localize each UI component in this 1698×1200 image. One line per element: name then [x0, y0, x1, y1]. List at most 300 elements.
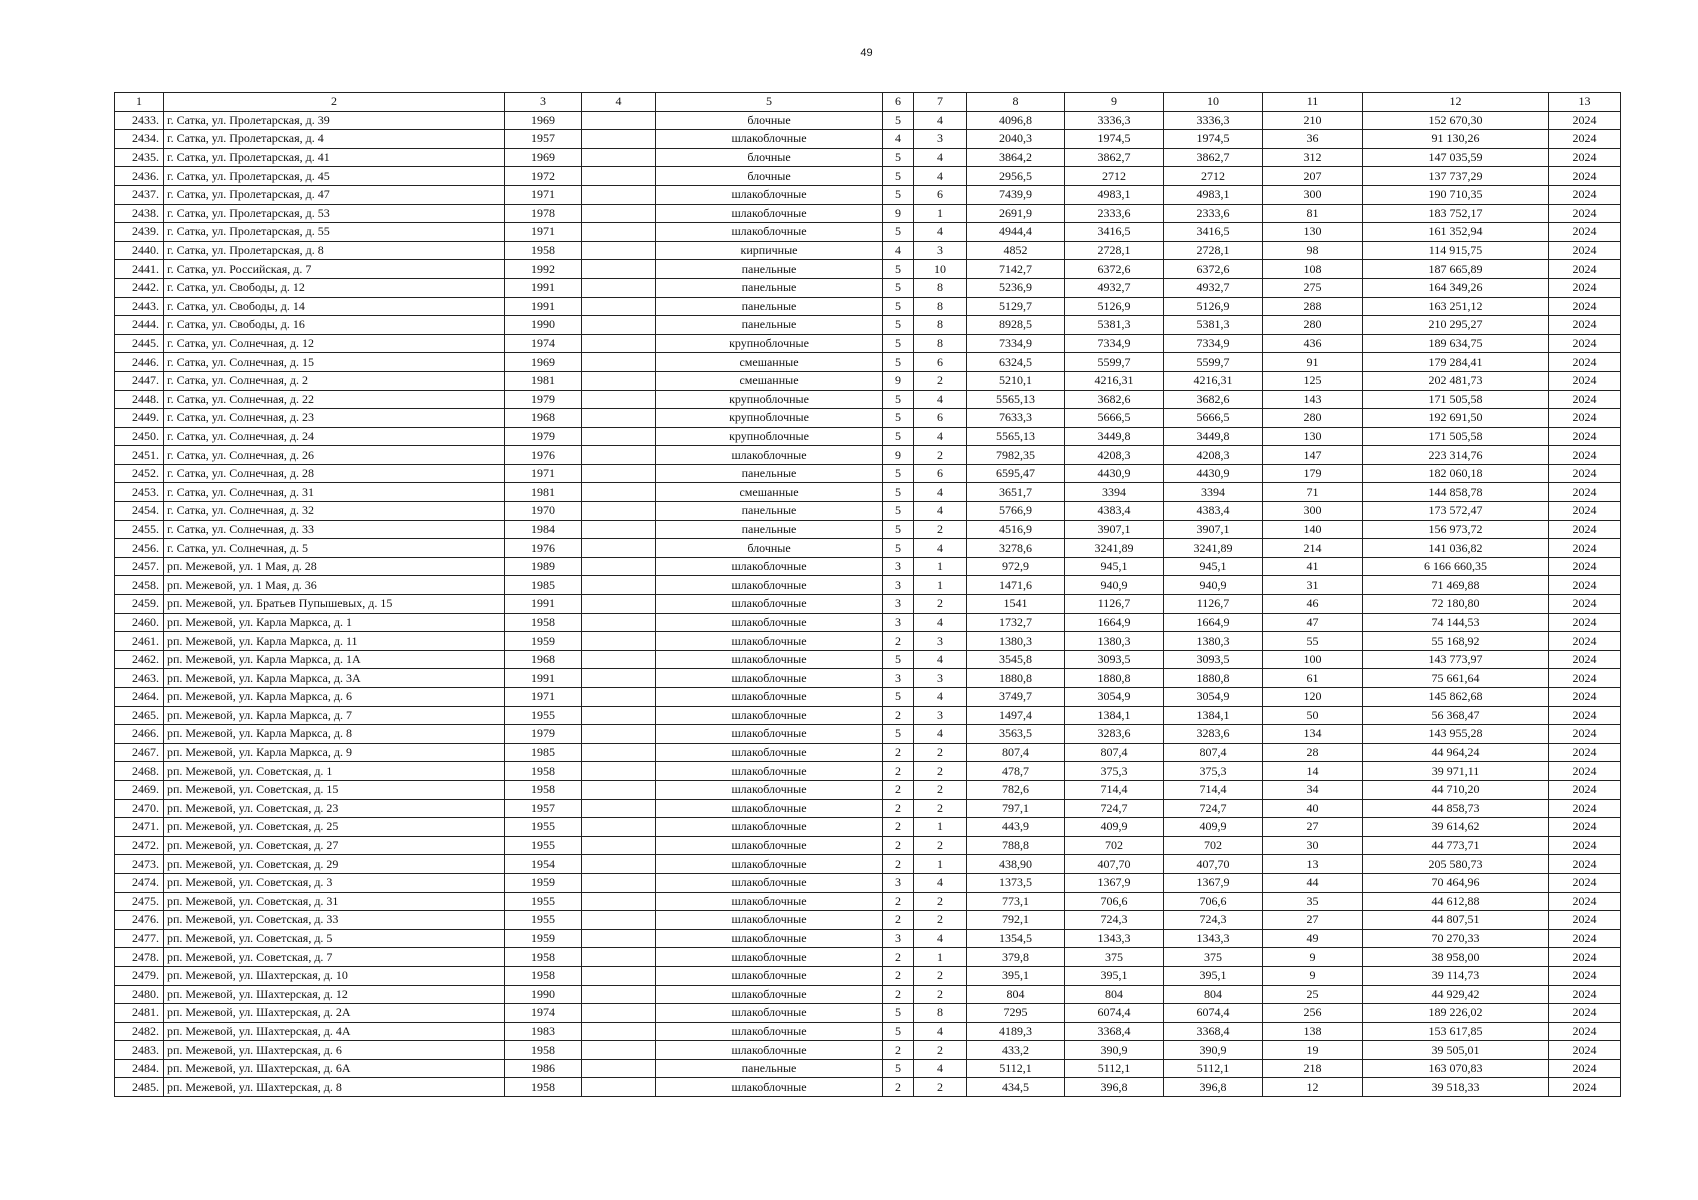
cell-cost: 161 352,94 — [1363, 223, 1549, 242]
table-row — [115, 632, 1621, 651]
cell-address: рп. Межевой, ул. Советская, д. 29 — [164, 855, 505, 874]
cell-total-area: 3563,5 — [967, 725, 1065, 744]
table-row — [115, 836, 1621, 855]
cell-row-number: 2482. — [115, 1022, 164, 1041]
cell-floors: 3 — [883, 873, 914, 892]
cell-floors: 3 — [883, 557, 914, 576]
cell-address: рп. Межевой, ул. 1 Мая, д. 28 — [164, 557, 505, 576]
cell-area-premises: 5599,7 — [1065, 353, 1164, 372]
cell-cost: 190 710,35 — [1363, 185, 1549, 204]
cell-area-residential: 6074,4 — [1164, 1004, 1263, 1023]
cell-area-premises: 1664,9 — [1065, 613, 1164, 632]
cell-floors: 5 — [883, 334, 914, 353]
cell-entrances: 4 — [914, 688, 967, 707]
cell-year-planned: 2024 — [1549, 613, 1621, 632]
cell-area-residential: 1974,5 — [1164, 130, 1263, 149]
cell-cost: 137 737,29 — [1363, 167, 1549, 186]
cell-entrances: 3 — [914, 632, 967, 651]
table-row — [115, 185, 1621, 204]
column-header-12: 12 — [1363, 93, 1549, 112]
cell-year-planned: 2024 — [1549, 130, 1621, 149]
table-row — [115, 371, 1621, 390]
cell-area-premises: 3241,89 — [1065, 539, 1164, 558]
cell-year-planned: 2024 — [1549, 948, 1621, 967]
cell-cost: 143 773,97 — [1363, 650, 1549, 669]
cell-area-premises: 714,4 — [1065, 780, 1164, 799]
cell-year-built: 1969 — [505, 353, 582, 372]
cell-area-residential: 4430,9 — [1164, 464, 1263, 483]
cell-cost: 114 915,75 — [1363, 241, 1549, 260]
cell-wall-material: блочные — [656, 539, 883, 558]
cell-floors: 2 — [883, 892, 914, 911]
table-row — [115, 929, 1621, 948]
cell-residents: 312 — [1263, 148, 1363, 167]
cell-col-4 — [582, 483, 656, 502]
cell-col-4 — [582, 371, 656, 390]
cell-col-4 — [582, 836, 656, 855]
cell-cost: 39 518,33 — [1363, 1078, 1549, 1097]
cell-year-built: 1985 — [505, 743, 582, 762]
cell-year-built: 1971 — [505, 688, 582, 707]
cell-year-planned: 2024 — [1549, 855, 1621, 874]
cell-wall-material: шлакоблочные — [656, 446, 883, 465]
cell-row-number: 2471. — [115, 818, 164, 837]
cell-entrances: 2 — [914, 966, 967, 985]
column-header-3: 3 — [505, 93, 582, 112]
cell-total-area: 2956,5 — [967, 167, 1065, 186]
cell-col-4 — [582, 595, 656, 614]
cell-year-planned: 2024 — [1549, 725, 1621, 744]
cell-cost: 44 612,88 — [1363, 892, 1549, 911]
cell-year-planned: 2024 — [1549, 223, 1621, 242]
cell-entrances: 4 — [914, 1022, 967, 1041]
cell-floors: 2 — [883, 985, 914, 1004]
cell-row-number: 2453. — [115, 483, 164, 502]
column-header-4: 4 — [582, 93, 656, 112]
cell-year-built: 1955 — [505, 818, 582, 837]
cell-year-built: 1958 — [505, 241, 582, 260]
table-row — [115, 111, 1621, 130]
cell-cost: 202 481,73 — [1363, 371, 1549, 390]
cell-col-4 — [582, 613, 656, 632]
cell-total-area: 1380,3 — [967, 632, 1065, 651]
table-row — [115, 669, 1621, 688]
cell-entrances: 4 — [914, 148, 967, 167]
cell-cost: 39 614,62 — [1363, 818, 1549, 837]
cell-row-number: 2462. — [115, 650, 164, 669]
cell-wall-material: панельные — [656, 520, 883, 539]
cell-address: рп. Межевой, ул. Братьев Пупышевых, д. 15 — [164, 595, 505, 614]
cell-residents: 81 — [1263, 204, 1363, 223]
cell-cost: 163 070,83 — [1363, 1059, 1549, 1078]
cell-cost: 173 572,47 — [1363, 502, 1549, 521]
cell-residents: 30 — [1263, 836, 1363, 855]
cell-area-premises: 3054,9 — [1065, 688, 1164, 707]
cell-residents: 275 — [1263, 278, 1363, 297]
cell-wall-material: крупноблочные — [656, 427, 883, 446]
cell-area-premises: 375,3 — [1065, 762, 1164, 781]
cell-area-premises: 1380,3 — [1065, 632, 1164, 651]
cell-wall-material: шлакоблочные — [656, 929, 883, 948]
cell-address: рп. Межевой, ул. Шахтерская, д. 12 — [164, 985, 505, 1004]
cell-total-area: 438,90 — [967, 855, 1065, 874]
cell-floors: 5 — [883, 409, 914, 428]
cell-col-4 — [582, 1022, 656, 1041]
cell-area-residential: 5126,9 — [1164, 297, 1263, 316]
cell-residents: 31 — [1263, 576, 1363, 595]
cell-floors: 2 — [883, 1078, 914, 1097]
cell-cost: 75 661,64 — [1363, 669, 1549, 688]
cell-address: рп. Межевой, ул. Карла Маркса, д. 6 — [164, 688, 505, 707]
cell-area-premises: 3283,6 — [1065, 725, 1164, 744]
cell-area-residential: 390,9 — [1164, 1041, 1263, 1060]
cell-year-planned: 2024 — [1549, 576, 1621, 595]
cell-wall-material: панельные — [656, 464, 883, 483]
cell-address: г. Сатка, ул. Солнечная, д. 2 — [164, 371, 505, 390]
table-row — [115, 353, 1621, 372]
cell-col-4 — [582, 446, 656, 465]
cell-area-residential: 804 — [1164, 985, 1263, 1004]
cell-entrances: 4 — [914, 929, 967, 948]
cell-entrances: 2 — [914, 743, 967, 762]
cell-area-residential: 396,8 — [1164, 1078, 1263, 1097]
cell-total-area: 7439,9 — [967, 185, 1065, 204]
cell-address: г. Сатка, ул. Солнечная, д. 12 — [164, 334, 505, 353]
cell-floors: 3 — [883, 576, 914, 595]
cell-entrances: 3 — [914, 706, 967, 725]
cell-residents: 179 — [1263, 464, 1363, 483]
cell-entrances: 3 — [914, 669, 967, 688]
cell-floors: 5 — [883, 1022, 914, 1041]
cell-year-built: 1955 — [505, 706, 582, 725]
cell-area-premises: 3093,5 — [1065, 650, 1164, 669]
cell-floors: 5 — [883, 539, 914, 558]
cell-area-premises: 4216,31 — [1065, 371, 1164, 390]
cell-residents: 9 — [1263, 948, 1363, 967]
cell-address: г. Сатка, ул. Солнечная, д. 26 — [164, 446, 505, 465]
cell-floors: 5 — [883, 111, 914, 130]
cell-area-premises: 1343,3 — [1065, 929, 1164, 948]
cell-area-residential: 4983,1 — [1164, 185, 1263, 204]
cell-residents: 143 — [1263, 390, 1363, 409]
cell-total-area: 3864,2 — [967, 148, 1065, 167]
cell-floors: 9 — [883, 446, 914, 465]
cell-residents: 14 — [1263, 762, 1363, 781]
cell-cost: 147 035,59 — [1363, 148, 1549, 167]
cell-floors: 4 — [883, 130, 914, 149]
cell-year-built: 1981 — [505, 371, 582, 390]
cell-row-number: 2442. — [115, 278, 164, 297]
column-number-header-row — [115, 93, 1621, 112]
cell-address: г. Сатка, ул. Пролетарская, д. 4 — [164, 130, 505, 149]
cell-year-built: 1976 — [505, 539, 582, 558]
cell-col-4 — [582, 669, 656, 688]
cell-wall-material: шлакоблочные — [656, 706, 883, 725]
cell-wall-material: шлакоблочные — [656, 911, 883, 930]
cell-residents: 207 — [1263, 167, 1363, 186]
cell-col-4 — [582, 390, 656, 409]
cell-wall-material: шлакоблочные — [656, 223, 883, 242]
cell-floors: 5 — [883, 464, 914, 483]
cell-wall-material: панельные — [656, 502, 883, 521]
cell-year-planned: 2024 — [1549, 1022, 1621, 1041]
cell-floors: 5 — [883, 316, 914, 335]
cell-address: рп. Межевой, ул. Карла Маркса, д. 9 — [164, 743, 505, 762]
cell-year-planned: 2024 — [1549, 334, 1621, 353]
cell-row-number: 2475. — [115, 892, 164, 911]
cell-area-premises: 804 — [1065, 985, 1164, 1004]
column-header-2: 2 — [164, 93, 505, 112]
cell-total-area: 1373,5 — [967, 873, 1065, 892]
table-row — [115, 446, 1621, 465]
cell-total-area: 7633,3 — [967, 409, 1065, 428]
cell-row-number: 2464. — [115, 688, 164, 707]
cell-address: рп. Межевой, ул. Карла Маркса, д. 1А — [164, 650, 505, 669]
cell-entrances: 1 — [914, 818, 967, 837]
cell-wall-material: кирпичные — [656, 241, 883, 260]
cell-address: г. Сатка, ул. Свободы, д. 14 — [164, 297, 505, 316]
cell-row-number: 2455. — [115, 520, 164, 539]
cell-row-number: 2473. — [115, 855, 164, 874]
cell-floors: 5 — [883, 223, 914, 242]
cell-residents: 125 — [1263, 371, 1363, 390]
cell-area-premises: 3416,5 — [1065, 223, 1164, 242]
cell-wall-material: шлакоблочные — [656, 557, 883, 576]
cell-col-4 — [582, 948, 656, 967]
cell-area-premises: 407,70 — [1065, 855, 1164, 874]
cell-year-planned: 2024 — [1549, 836, 1621, 855]
cell-area-residential: 3241,89 — [1164, 539, 1263, 558]
cell-address: г. Сатка, ул. Пролетарская, д. 53 — [164, 204, 505, 223]
cell-address: г. Сатка, ул. Пролетарская, д. 45 — [164, 167, 505, 186]
cell-area-premises: 5666,5 — [1065, 409, 1164, 428]
cell-total-area: 6595,47 — [967, 464, 1065, 483]
cell-residents: 47 — [1263, 613, 1363, 632]
cell-cost: 163 251,12 — [1363, 297, 1549, 316]
cell-entrances: 2 — [914, 520, 967, 539]
cell-area-premises: 1880,8 — [1065, 669, 1164, 688]
cell-wall-material: шлакоблочные — [656, 892, 883, 911]
cell-year-planned: 2024 — [1549, 966, 1621, 985]
cell-total-area: 7334,9 — [967, 334, 1065, 353]
cell-year-planned: 2024 — [1549, 688, 1621, 707]
cell-area-premises: 3449,8 — [1065, 427, 1164, 446]
cell-cost: 72 180,80 — [1363, 595, 1549, 614]
cell-floors: 5 — [883, 688, 914, 707]
cell-year-built: 1958 — [505, 966, 582, 985]
cell-address: рп. Межевой, ул. Советская, д. 27 — [164, 836, 505, 855]
cell-wall-material: панельные — [656, 260, 883, 279]
cell-row-number: 2441. — [115, 260, 164, 279]
cell-address: рп. Межевой, ул. Шахтерская, д. 6 — [164, 1041, 505, 1060]
cell-year-planned: 2024 — [1549, 985, 1621, 1004]
housing-register-table — [114, 92, 1621, 1097]
cell-wall-material: шлакоблочные — [656, 948, 883, 967]
cell-floors: 2 — [883, 780, 914, 799]
cell-area-premises: 2728,1 — [1065, 241, 1164, 260]
table-row — [115, 260, 1621, 279]
cell-year-built: 1984 — [505, 520, 582, 539]
table-row — [115, 873, 1621, 892]
column-header-7: 7 — [914, 93, 967, 112]
cell-address: г. Сатка, ул. Свободы, д. 12 — [164, 278, 505, 297]
cell-cost: 71 469,88 — [1363, 576, 1549, 595]
cell-cost: 70 464,96 — [1363, 873, 1549, 892]
cell-entrances: 4 — [914, 167, 967, 186]
cell-area-residential: 1664,9 — [1164, 613, 1263, 632]
cell-year-planned: 2024 — [1549, 167, 1621, 186]
cell-floors: 5 — [883, 502, 914, 521]
cell-year-planned: 2024 — [1549, 1004, 1621, 1023]
cell-total-area: 5112,1 — [967, 1059, 1065, 1078]
cell-year-planned: 2024 — [1549, 316, 1621, 335]
cell-residents: 256 — [1263, 1004, 1363, 1023]
cell-total-area: 5565,13 — [967, 390, 1065, 409]
cell-address: рп. Межевой, ул. Шахтерская, д. 8 — [164, 1078, 505, 1097]
table-row — [115, 167, 1621, 186]
cell-total-area: 1497,4 — [967, 706, 1065, 725]
column-header-1: 1 — [115, 93, 164, 112]
cell-floors: 2 — [883, 818, 914, 837]
cell-total-area: 443,9 — [967, 818, 1065, 837]
cell-floors: 5 — [883, 650, 914, 669]
cell-floors: 3 — [883, 669, 914, 688]
cell-year-planned: 2024 — [1549, 483, 1621, 502]
cell-total-area: 1541 — [967, 595, 1065, 614]
cell-col-4 — [582, 278, 656, 297]
cell-year-planned: 2024 — [1549, 818, 1621, 837]
cell-total-area: 2040,3 — [967, 130, 1065, 149]
cell-address: рп. Межевой, ул. Шахтерская, д. 2А — [164, 1004, 505, 1023]
cell-year-planned: 2024 — [1549, 446, 1621, 465]
cell-year-built: 1974 — [505, 1004, 582, 1023]
cell-entrances: 4 — [914, 650, 967, 669]
cell-residents: 138 — [1263, 1022, 1363, 1041]
cell-area-residential: 706,6 — [1164, 892, 1263, 911]
cell-entrances: 1 — [914, 948, 967, 967]
cell-year-built: 1955 — [505, 836, 582, 855]
cell-residents: 49 — [1263, 929, 1363, 948]
cell-entrances: 10 — [914, 260, 967, 279]
cell-floors: 2 — [883, 966, 914, 985]
cell-col-4 — [582, 130, 656, 149]
cell-col-4 — [582, 557, 656, 576]
cell-col-4 — [582, 353, 656, 372]
cell-floors: 5 — [883, 1059, 914, 1078]
cell-col-4 — [582, 743, 656, 762]
cell-cost: 171 505,58 — [1363, 390, 1549, 409]
cell-area-residential: 724,7 — [1164, 799, 1263, 818]
cell-area-residential: 4208,3 — [1164, 446, 1263, 465]
cell-year-built: 1991 — [505, 669, 582, 688]
cell-col-4 — [582, 855, 656, 874]
cell-row-number: 2450. — [115, 427, 164, 446]
cell-year-built: 1972 — [505, 167, 582, 186]
cell-row-number: 2436. — [115, 167, 164, 186]
cell-total-area: 807,4 — [967, 743, 1065, 762]
cell-row-number: 2485. — [115, 1078, 164, 1097]
cell-area-residential: 375,3 — [1164, 762, 1263, 781]
cell-residents: 12 — [1263, 1078, 1363, 1097]
cell-address: рп. Межевой, ул. 1 Мая, д. 36 — [164, 576, 505, 595]
cell-row-number: 2444. — [115, 316, 164, 335]
cell-area-residential: 3862,7 — [1164, 148, 1263, 167]
cell-col-4 — [582, 650, 656, 669]
cell-cost: 183 752,17 — [1363, 204, 1549, 223]
cell-row-number: 2452. — [115, 464, 164, 483]
column-header-8: 8 — [967, 93, 1065, 112]
table-row — [115, 650, 1621, 669]
cell-year-built: 1989 — [505, 557, 582, 576]
cell-cost: 210 295,27 — [1363, 316, 1549, 335]
cell-year-built: 1969 — [505, 111, 582, 130]
cell-total-area: 379,8 — [967, 948, 1065, 967]
cell-year-built: 1981 — [505, 483, 582, 502]
cell-year-planned: 2024 — [1549, 427, 1621, 446]
cell-wall-material: шлакоблочные — [656, 650, 883, 669]
cell-residents: 44 — [1263, 873, 1363, 892]
cell-row-number: 2457. — [115, 557, 164, 576]
cell-floors: 5 — [883, 185, 914, 204]
cell-col-4 — [582, 427, 656, 446]
cell-residents: 436 — [1263, 334, 1363, 353]
cell-row-number: 2467. — [115, 743, 164, 762]
cell-col-4 — [582, 966, 656, 985]
cell-year-built: 1959 — [505, 929, 582, 948]
cell-area-premises: 724,3 — [1065, 911, 1164, 930]
cell-row-number: 2446. — [115, 353, 164, 372]
cell-area-premises: 2333,6 — [1065, 204, 1164, 223]
cell-col-4 — [582, 520, 656, 539]
cell-residents: 61 — [1263, 669, 1363, 688]
cell-row-number: 2448. — [115, 390, 164, 409]
cell-floors: 2 — [883, 799, 914, 818]
cell-residents: 91 — [1263, 353, 1363, 372]
cell-wall-material: шлакоблочные — [656, 669, 883, 688]
cell-residents: 300 — [1263, 185, 1363, 204]
cell-total-area: 792,1 — [967, 911, 1065, 930]
cell-row-number: 2474. — [115, 873, 164, 892]
cell-row-number: 2481. — [115, 1004, 164, 1023]
cell-col-4 — [582, 241, 656, 260]
cell-area-premises: 5126,9 — [1065, 297, 1164, 316]
cell-wall-material: панельные — [656, 1059, 883, 1078]
cell-cost: 164 349,26 — [1363, 278, 1549, 297]
cell-col-4 — [582, 911, 656, 930]
cell-address: рп. Межевой, ул. Советская, д. 23 — [164, 799, 505, 818]
cell-year-planned: 2024 — [1549, 204, 1621, 223]
cell-area-premises: 3368,4 — [1065, 1022, 1164, 1041]
cell-entrances: 4 — [914, 111, 967, 130]
cell-residents: 46 — [1263, 595, 1363, 614]
cell-row-number: 2440. — [115, 241, 164, 260]
cell-residents: 71 — [1263, 483, 1363, 502]
cell-area-premises: 396,8 — [1065, 1078, 1164, 1097]
cell-year-built: 1985 — [505, 576, 582, 595]
cell-entrances: 6 — [914, 409, 967, 428]
page-number: 49 — [860, 47, 873, 59]
table-row — [115, 223, 1621, 242]
cell-entrances: 4 — [914, 427, 967, 446]
cell-area-premises: 3907,1 — [1065, 520, 1164, 539]
table-row — [115, 743, 1621, 762]
cell-wall-material: шлакоблочные — [656, 632, 883, 651]
cell-col-4 — [582, 223, 656, 242]
cell-year-planned: 2024 — [1549, 929, 1621, 948]
cell-row-number: 2460. — [115, 613, 164, 632]
cell-address: г. Сатка, ул. Российская, д. 7 — [164, 260, 505, 279]
cell-year-planned: 2024 — [1549, 595, 1621, 614]
